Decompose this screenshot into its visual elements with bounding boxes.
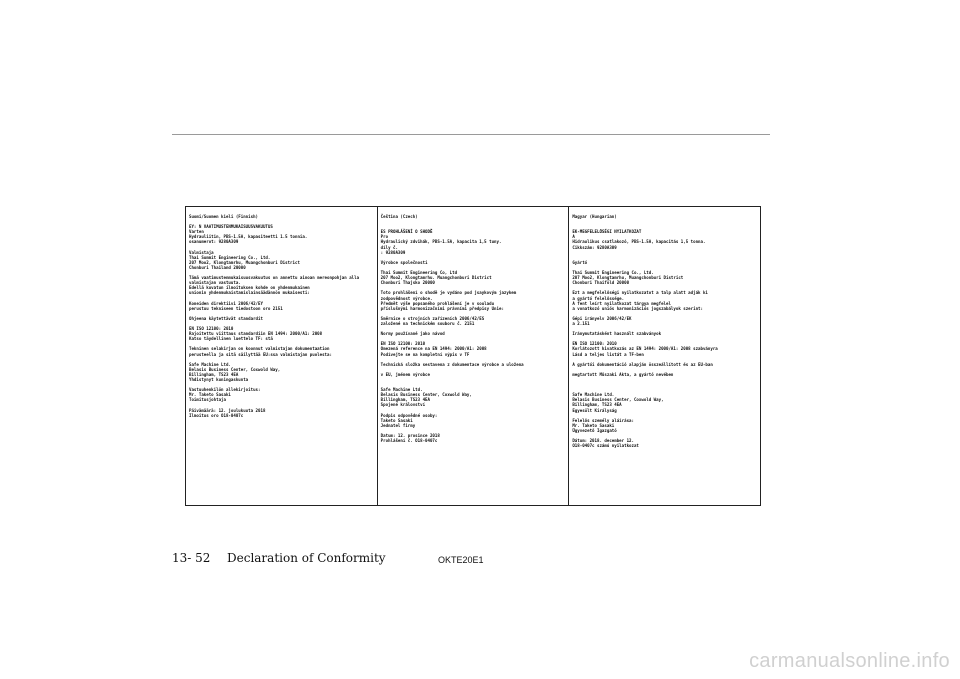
text-line: ES PROHLÁŠENÍ O SHODĚ xyxy=(380,229,433,235)
text-line: Jednatel firmy xyxy=(380,422,416,428)
text-line: Suomi/Suomen kieli (Finnish) xyxy=(189,214,259,219)
text-line: EN ISO 12100: 2010 xyxy=(380,341,426,347)
text-line: O18-0407c számú nyilatkozat xyxy=(572,443,639,449)
text-line: perustuu tekniseen tiedostoon oro 2151 xyxy=(189,305,283,311)
text-line: Směrnice o strojních zařízeních 2006/42/ES xyxy=(380,315,485,321)
text-line: zodpovědnost výrobce. xyxy=(380,295,433,301)
text-line: Safe Machine Ltd. xyxy=(572,392,615,398)
text-line: Ezt a megfelelőségi nyilatkozatot a talp alatt adják ki xyxy=(572,290,708,296)
text-line: Gépi irányelv 2006/42/EK xyxy=(572,315,632,321)
text-line: EY: N VAATIMUSTENMUKAISUUSVAKUUTUS xyxy=(189,224,273,230)
text-line: Podívejte se na kompletní výpis v TF xyxy=(380,351,470,357)
text-line: Thai Summit Engineering Co, Ltd xyxy=(380,270,458,276)
text-line: díly č. xyxy=(380,244,398,250)
text-line: Edellä kuvatun ilmoituksen kohde on yhdenmukainen xyxy=(189,285,310,291)
text-line: a vonatkozó uniós harmonizációs jogszabályok szerint: xyxy=(572,305,703,311)
text-line: Omezená reference na EN 1494: 2000/A1: 2008 xyxy=(380,346,487,352)
text-line: založené na technickém souboru č. 2151 xyxy=(380,320,475,326)
text-line: A fent leírt nyilatkozat tárgya megfelel xyxy=(572,300,671,306)
text-line: Thai Summit Engineering Co., Ltd. xyxy=(189,254,271,260)
text-line: Valmistaja xyxy=(189,249,214,255)
text-line: a 2.151 xyxy=(572,320,590,326)
text-line: Podpis odpovědné osoby: xyxy=(380,412,438,418)
header-rule xyxy=(172,134,770,135)
column-hungarian xyxy=(569,207,760,505)
declaration-table xyxy=(185,206,761,506)
text-line: Cikkszám: 9280A309 xyxy=(572,244,617,250)
text-line: Billingham, TS23 4EA xyxy=(572,402,622,408)
text-line: Ügyvezető Igazgató xyxy=(572,427,617,433)
text-line: Belasis Business Center, Coxwold Way, xyxy=(572,397,664,403)
text-line: Chonburi Thaiföld 20000 xyxy=(572,280,630,286)
text-line: 207 Moo2, Klongtamrhu. Muangchonburi District xyxy=(380,275,492,281)
text-line: Vastuuhenkilön allekirjoitus: xyxy=(189,387,261,393)
text-line: Datum: 12. prosince 2018 xyxy=(380,433,440,439)
text-line: Thai Summit Engineering Co., Ltd. xyxy=(572,270,654,276)
text-line: Mr. Taketo Sasaki xyxy=(189,392,231,398)
page-number: 13- 52 xyxy=(172,551,211,565)
text-line: příslušnými harmonizačními právními předpisy Unie: xyxy=(380,305,504,311)
text-line: Mr. Taketo Sasaki xyxy=(572,422,615,428)
text-line: Chonburi Thailand 20000 xyxy=(189,264,246,270)
text-line: Tämä vaatimustenmukaisuusvakuutus on annettu ainoan mereonpohjan alla xyxy=(189,275,360,281)
text-line: EN ISO 12100: 2010 xyxy=(572,341,617,347)
text-line: Spojené království xyxy=(380,402,426,408)
text-line: Magyar (Hungarian) xyxy=(572,214,617,219)
text-line: Lásd a teljes listát a TF-ben xyxy=(572,351,644,357)
text-line: 207 Moo2, Klongtamrhu, Muangchonburi District xyxy=(189,259,300,265)
column-czech xyxy=(378,207,570,505)
text-line: Belasis Business Center, Coxwold Way, xyxy=(380,392,472,398)
text-line: Safe Machine Ltd. xyxy=(380,387,423,393)
page-footer xyxy=(172,551,772,571)
text-line: Felelős személy aláírása: xyxy=(572,417,634,423)
text-line: Päivämäärä: 12. joulukuuta 2018 xyxy=(189,407,266,413)
text-line: A gyártói dokumentáció alapján összeállított és az EU-ban xyxy=(572,361,713,367)
text-line: Dátum: 2018. december 12. xyxy=(572,438,634,444)
text-line: Ohjeena käytettävät standardit xyxy=(189,315,263,321)
text-line: Toto prohlášení o shodě je vydáno pod jsaykovým jazykem xyxy=(380,290,517,296)
text-line: Safe Machine Ltd. xyxy=(189,361,231,367)
text-line: Hidraulikus csatlakozó, PBS-1.5A, kapacitás 1,5 tonna. xyxy=(572,239,706,245)
watermark: carmanualsonline.info xyxy=(749,650,950,672)
text-line: Čeština (Czech) xyxy=(380,214,418,219)
text-line: perusteella ja sitä säilyttää EU:ssa valmistajan puolesta: xyxy=(189,351,332,357)
text-line: unionin yhdenmukaistamislainsäädännön mukaisesti: xyxy=(189,290,310,296)
text-line: Gyártó xyxy=(572,259,588,265)
text-line: Předmět výše popsaného prohlášení je v souladu xyxy=(380,300,495,306)
text-line: : 9280A309 xyxy=(380,249,406,255)
text-line: A xyxy=(572,234,575,240)
document-code: OKTE20E1 xyxy=(438,555,484,565)
text-line: v EU, jménem výrobce xyxy=(380,371,430,377)
text-line: a gyártó felelőssége. xyxy=(572,295,625,301)
text-line: Egyesült Királyság xyxy=(572,407,617,413)
text-line: Hydrauliitin, PBS-1.5A, kapasiteetti 1.5 tonnia. xyxy=(189,234,308,240)
text-line: Ilmoitus oro O18-0407c xyxy=(189,412,244,418)
text-line: Taketo Sasaki xyxy=(380,417,413,423)
text-line: Technická složka sestavena z dokumentace výrobce a uložena xyxy=(380,361,524,367)
text-line: Normy používané jako návod xyxy=(380,331,445,337)
text-line: Toimitusjohtaja xyxy=(189,397,226,403)
text-line: Tekninen selakirjan on koonnut valmistajan dokumentaation xyxy=(189,346,330,352)
text-line: Belasis Business Center, Coxwold Way, xyxy=(189,366,281,372)
column-finnish xyxy=(186,207,378,505)
text-line: Varten xyxy=(189,229,204,235)
text-line: Billingham, TS23 4EA xyxy=(380,397,430,403)
section-title: Declaration of Conformity xyxy=(227,551,386,565)
text-line: 207 Moo2, Klongtamrhu, Muangchonburi District xyxy=(572,275,684,281)
text-line: Billingham, TS23 4EA xyxy=(189,371,239,377)
text-line: Pro xyxy=(380,234,389,240)
text-line: Chonburi Thajsko 20000 xyxy=(380,280,435,286)
text-line: Yhdistynyt kuningaskunta xyxy=(189,377,249,382)
text-line: EK-MEGFELELŐSÉGI NYILATKOZAT xyxy=(572,229,642,235)
text-line: Hydraulický zdvihák, PBS-1.5A, kapacita 1,5 tuny. xyxy=(380,239,502,245)
text-line: Výrobce společnosti xyxy=(380,259,428,265)
text-line: Iránymutatásként használt szabványok xyxy=(572,331,662,337)
text-line: Korlátozott hivatkozás az EN 1494: 2000/A1: 2008 szabványra xyxy=(572,346,718,352)
text-line: Katso täydellinen luettelo TF: stä xyxy=(189,336,273,342)
text-line: megtartott Műszaki Akta, a gyártó nevében xyxy=(572,371,674,377)
text-line: valmistajan vastuuta. xyxy=(189,280,241,286)
text-line: Koneiden direktiivi 2006/42/EY xyxy=(189,300,263,306)
text-line: EN ISO 12100: 2010 xyxy=(189,326,234,332)
text-line: osanumerot: 9280A309 xyxy=(189,239,239,245)
text-line: Prohlášení č. O18-0407c xyxy=(380,438,438,444)
text-line: Rajoitettu viittaus standardiin EN 1494: 2000/A1: 2008 xyxy=(189,331,323,337)
